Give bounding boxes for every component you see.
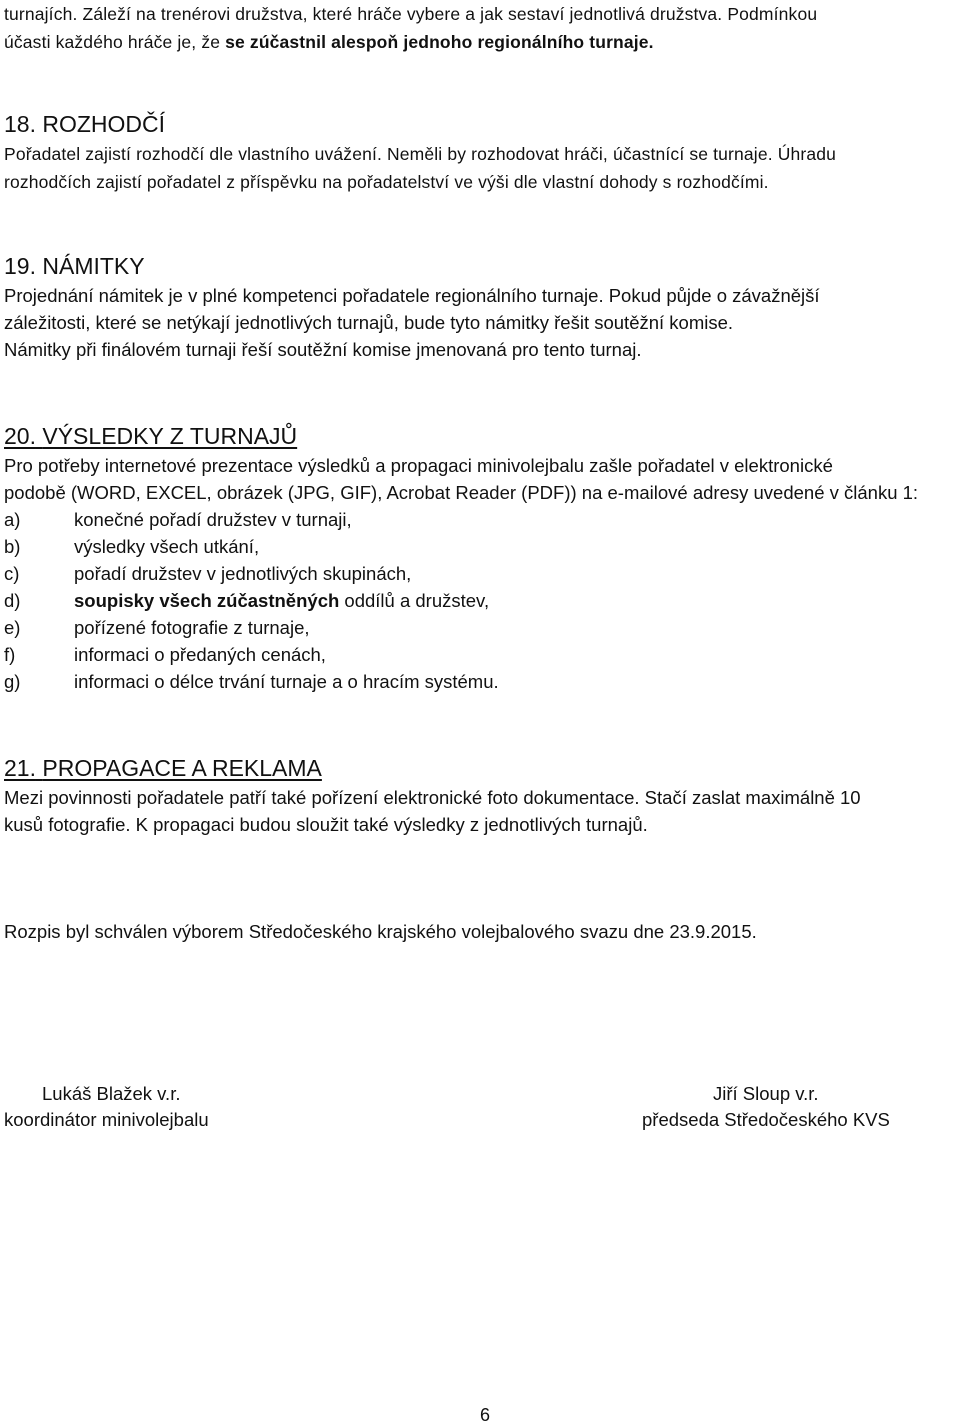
approval-statement: Rozpis byl schválen výborem Středočeského krajského volejbalového svazu dne 23.9.2015.	[4, 921, 757, 942]
section-20-line-1: Pro potřeby internetové prezentace výsledků a propagaci minivolejbalu zašle pořadatel v elektronické	[4, 455, 833, 476]
section-18-line-2: rozhodčích zajistí pořadatel z příspěvku na pořadatelství ve výši dle vlastní dohody s rozhodčími.	[4, 172, 769, 192]
section-19-line-2: záležitosti, které se netýkají jednotlivých turnajů, bude tyto námitky řešit soutěžní komise.	[4, 312, 734, 333]
list-item: g) informaci o délce trvání turnaje a o hracím systému.	[4, 671, 499, 692]
list-item: c) pořadí družstev v jednotlivých skupinách,	[4, 563, 412, 584]
section-18-line-1: Pořadatel zajistí rozhodčí dle vlastního uvážení. Neměli by rozhodovat hráči, účastnící se turnaje. Úhradu	[4, 144, 837, 164]
section-18-heading: 18. ROZHODČÍ	[4, 111, 166, 137]
list-item: b) výsledky všech utkání,	[4, 536, 260, 557]
section-19-line-1: Projednání námitek je v plné kompetenci pořadatele regionálního turnaje. Pokud půjde o závažnější	[4, 285, 820, 306]
section-21-line-1: Mezi povinnosti pořadatele patří také pořízení elektronické foto dokumentace. Stačí zaslat maximálně 10	[4, 787, 861, 808]
signature-right-role: předseda Středočeského KVS	[642, 1109, 890, 1130]
signature-left-role: koordinátor minivolejbalu	[4, 1109, 209, 1130]
list-item: d) soupisky všech zúčastněných oddílů a družstev,	[4, 590, 490, 611]
section-20-heading: 20. VÝSLEDKY Z TURNAJŮ	[4, 423, 298, 449]
list-item: a) konečné pořadí družstev v turnaji,	[4, 509, 352, 530]
section-19-line-3: Námitky při finálovém turnaji řeší soutěžní komise jmenovaná pro tento turnaj.	[4, 339, 642, 360]
section-20-line-2: podobě (WORD, EXCEL, obrázek (JPG, GIF), Acrobat Reader (PDF)) na e-mailové adresy uvedené v článku 1:	[4, 482, 919, 503]
signature-left-name: Lukáš Blažek v.r.	[42, 1083, 181, 1104]
section-21-heading: 21. PROPAGACE A REKLAMA	[4, 755, 322, 781]
list-item: f) informaci o předaných cenách,	[4, 644, 326, 665]
intro-line-2: účasti každého hráče je, že se zúčastnil alespoň jednoho regionálního turnaje.	[4, 32, 654, 52]
section-19-heading: 19. NÁMITKY	[4, 253, 145, 279]
signature-right-name: Jiří Sloup v.r.	[713, 1083, 819, 1104]
intro-line-1: turnajích. Záleží na trenérovi družstva, které hráče vybere a jak sestaví jednotlivá družstva. Podmínkou	[4, 4, 818, 24]
page-number: 6	[480, 1405, 491, 1425]
section-21-line-2: kusů fotografie. K propagaci budou sloužit také výsledky z jednotlivých turnajů.	[4, 814, 648, 835]
list-item: e) pořízené fotografie z turnaje,	[4, 617, 310, 638]
